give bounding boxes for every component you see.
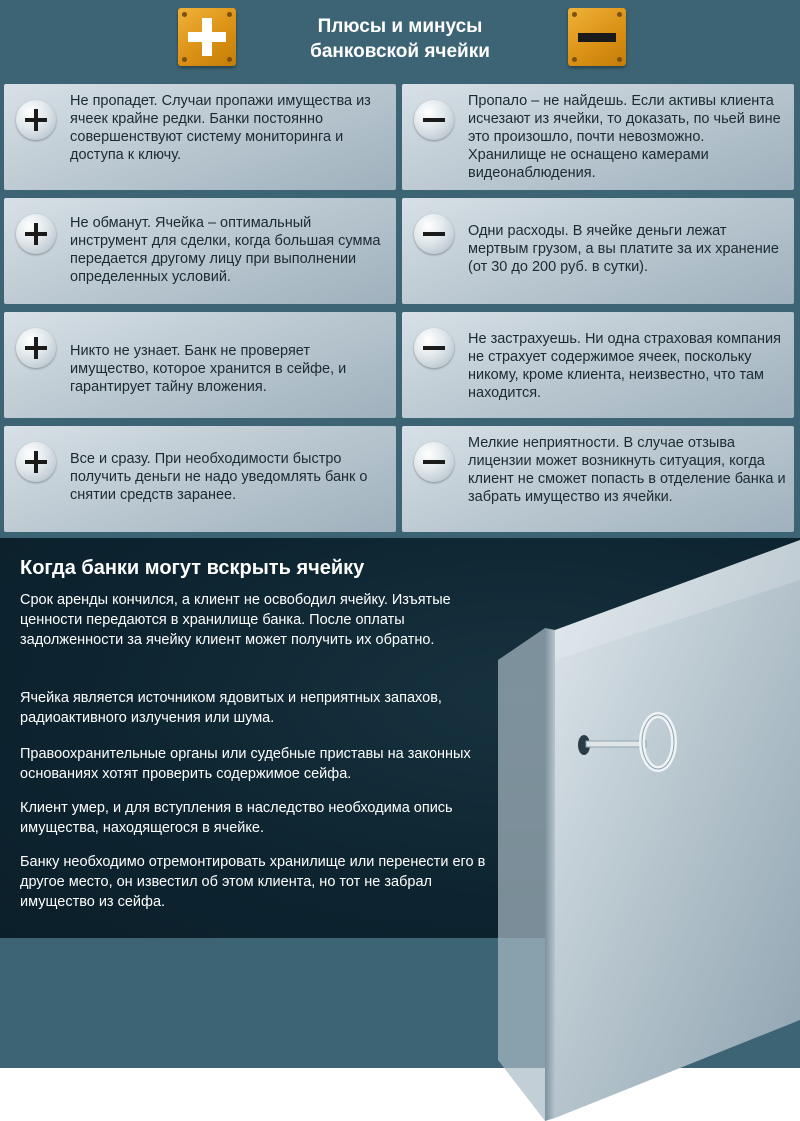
minus-icon: [414, 100, 454, 140]
plus-badge-icon: [178, 8, 236, 66]
plus-icon: [16, 214, 56, 254]
safe-door-illustration: [490, 540, 800, 1121]
pro-card: [4, 198, 396, 304]
page-title: [250, 14, 550, 64]
minus-badge-icon: [568, 8, 626, 66]
section-paragraph: Правоохранительные органы или судебные приставы на законных основаниях хотят проверить содержимое сейфа.: [20, 746, 471, 782]
section-paragraph: Срок аренды кончился, а клиент не освободил ячейку. Изъятые ценности передаются в хранилище банка. После оплаты задолженности за ячейку клиент может получить их обратно.: [20, 592, 451, 648]
section-paragraph: Банку необходимо отремонтировать хранилище или перенести его в другое место, он известил об этом клиента, но тот не забрал имущество из сейфа.: [20, 854, 486, 910]
pro-text: Все и сразу. При необходимости быстро получить деньги не надо уведомлять банк о снятии средств заранее.: [70, 451, 368, 503]
section-title: Когда банки могут вскрыть ячейку: [20, 557, 365, 579]
title-line-1: Плюсы и минусы: [317, 16, 483, 37]
pro-card: [4, 426, 396, 532]
pro-text: Никто не узнает. Банк не проверяет имущество, которое хранится в сейфе, и гарантирует тайну вложения.: [70, 343, 347, 395]
minus-icon: [414, 442, 454, 482]
plus-icon: [16, 100, 56, 140]
minus-icon: [414, 328, 454, 368]
section-paragraph: Ячейка является источником ядовитых и неприятных запахов, радиоактивного излучения или шума.: [20, 690, 442, 726]
section-paragraph: Клиент умер, и для вступления в наследство необходима опись имущества, находящегося в ячейке.: [20, 800, 453, 836]
con-text: Не застрахуешь. Ни одна страховая компания не страхует содержимое ячеек, поскольку никому, кроме клиента, неизвестно, что там находится.: [468, 331, 781, 401]
plus-icon: [16, 328, 56, 368]
con-text: Одни расходы. В ячейке деньги лежат мертвым грузом, а вы платите за их хранение (от 30 до 200 руб. в сутки).: [468, 223, 779, 275]
plus-icon: [16, 442, 56, 482]
con-card: [402, 198, 794, 304]
pro-card: [4, 84, 396, 190]
con-card: [402, 84, 794, 190]
minus-icon: [414, 214, 454, 254]
pro-card: [4, 312, 396, 418]
con-text: Пропало – не найдешь. Если активы клиента исчезают из ячейки, то доказать, по чьей вине это произошло, почти невозможно. Хранилище не оснащено камерами видеонаблюдения.: [468, 93, 781, 181]
title-line-2: банковской ячейки: [310, 41, 490, 62]
con-card: [402, 312, 794, 418]
con-card: [402, 426, 794, 532]
pro-text: Не обманут. Ячейка – оптимальный инструмент для сделки, когда большая сумма передается другому лицу при выполнении определенных условий.: [70, 215, 381, 285]
pro-text: Не пропадет. Случаи пропажи имущества из ячеек крайне редки. Банки постоянно совершенствуют систему мониторинга и доступа к ключу.: [70, 93, 371, 163]
con-text: Мелкие неприятности. В случае отзыва лицензии может возникнуть ситуация, когда клиент не сможет попасть в отделение банка и забрать имущество из ячейки.: [468, 435, 786, 505]
